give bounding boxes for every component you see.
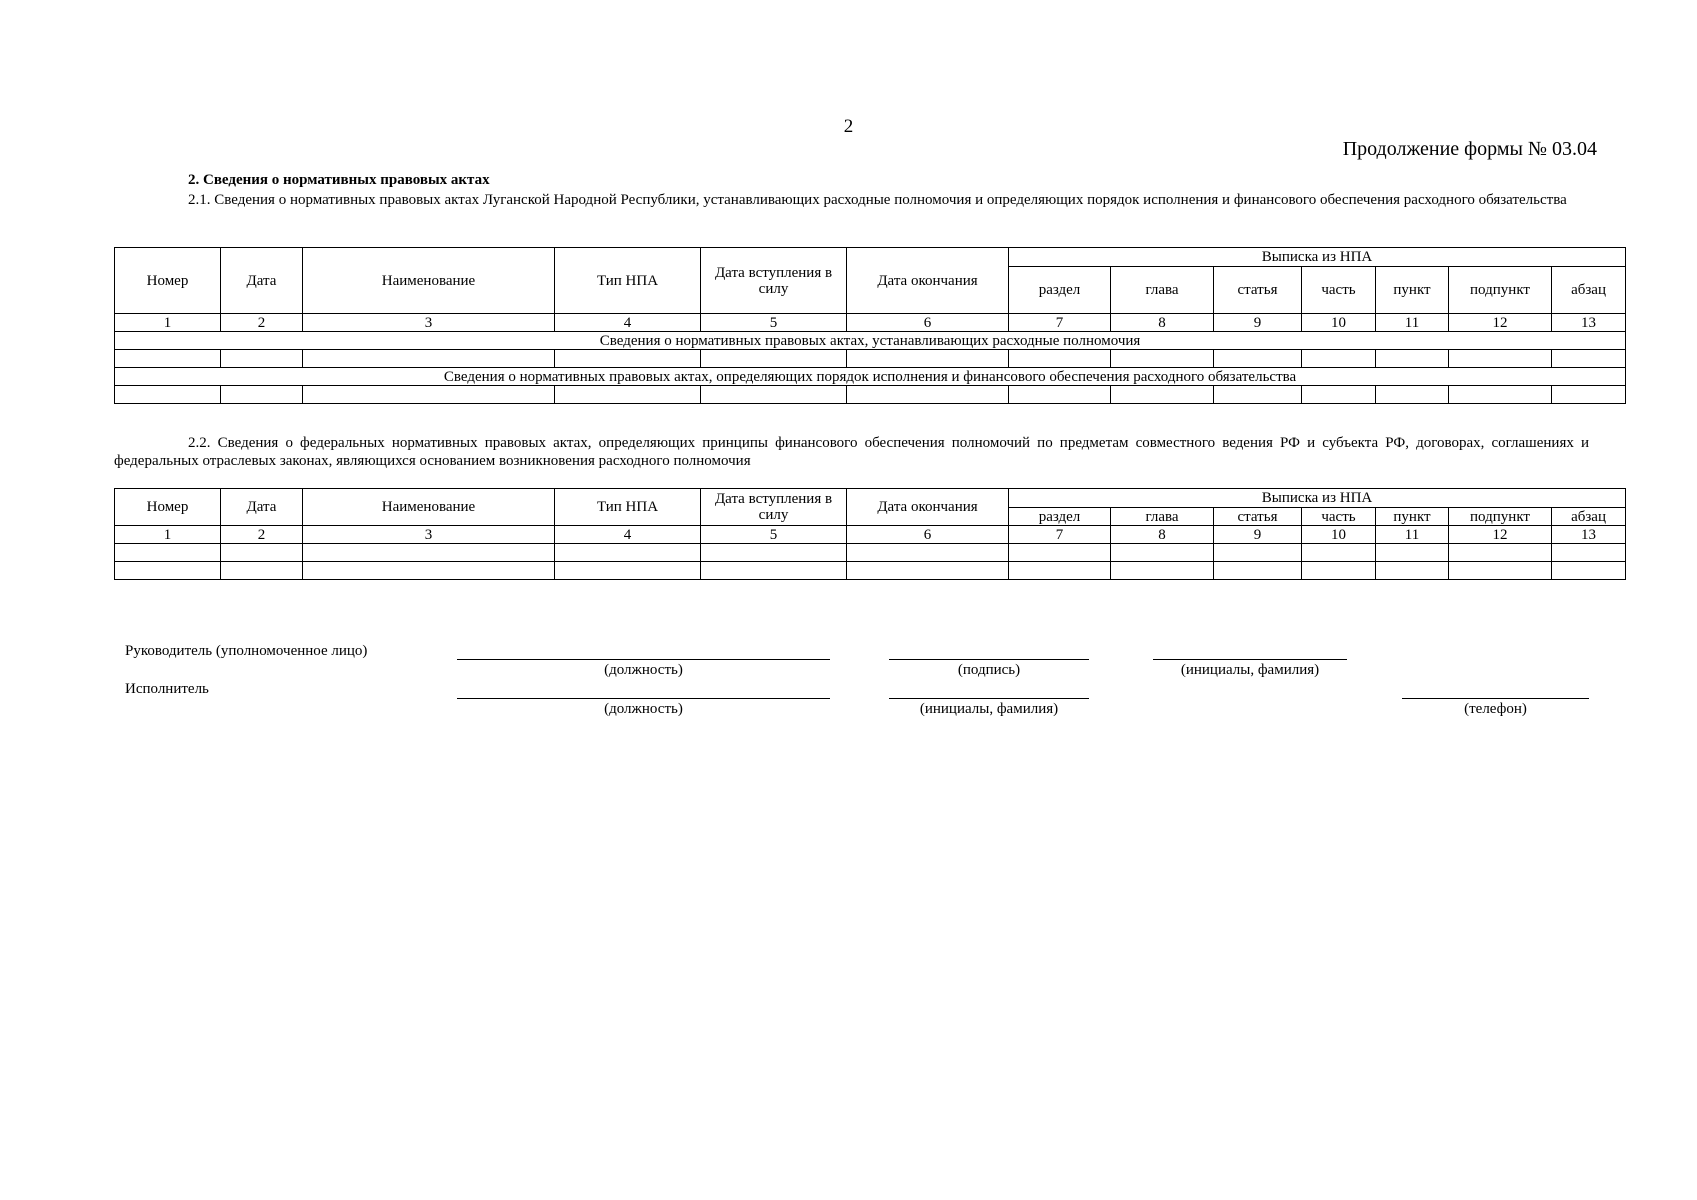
- header-clause: пункт: [1376, 508, 1449, 526]
- table-cell[interactable]: [1376, 562, 1449, 580]
- table-cell[interactable]: [303, 562, 555, 580]
- table-cell[interactable]: [1552, 544, 1626, 562]
- header-effective-date: Дата вступления в силу: [701, 489, 847, 526]
- table-cell[interactable]: [115, 386, 221, 404]
- header-number: Номер: [115, 489, 221, 526]
- column-number: 4: [555, 314, 701, 332]
- table-cell[interactable]: [1111, 350, 1214, 368]
- paragraph-2-1: 2.1. Сведения о нормативных правовых актах Луганской Народной Республики, устанавливающих расходные полномочия и определяющих порядок исполнения и финансового обеспечения расходного обязательства: [188, 192, 1567, 208]
- column-number: 8: [1111, 314, 1214, 332]
- column-number: 10: [1302, 314, 1376, 332]
- column-number: 9: [1214, 314, 1302, 332]
- table-cell[interactable]: [1214, 350, 1302, 368]
- table-cell[interactable]: [1449, 350, 1552, 368]
- executor-phone-line[interactable]: [1402, 698, 1589, 699]
- header-type: Тип НПА: [555, 489, 701, 526]
- column-number: 4: [555, 526, 701, 544]
- header-subclause: подпункт: [1449, 267, 1552, 314]
- executor-initials-caption: (инициалы, фамилия): [919, 701, 1059, 717]
- head-label: Руководитель (уполномоченное лицо): [125, 643, 368, 659]
- column-number: 1: [115, 526, 221, 544]
- header-section: раздел: [1009, 508, 1111, 526]
- section-title: 2. Сведения о нормативных правовых актах: [188, 172, 490, 188]
- table-cell[interactable]: [1009, 544, 1111, 562]
- header-section: раздел: [1009, 267, 1111, 314]
- table-cell[interactable]: [1552, 562, 1626, 580]
- column-number-row: [115, 314, 1626, 332]
- table-cell[interactable]: [701, 386, 847, 404]
- executor-position-line[interactable]: [457, 698, 830, 699]
- table-cell[interactable]: [1111, 544, 1214, 562]
- table-cell[interactable]: [555, 386, 701, 404]
- table-cell[interactable]: [1449, 544, 1552, 562]
- column-number: 10: [1302, 526, 1376, 544]
- table-cell[interactable]: [1214, 386, 1302, 404]
- group-row-powers: Сведения о нормативных правовых актах, устанавливающих расходные полномочия: [115, 332, 1626, 350]
- column-number-row: [115, 526, 1626, 544]
- table-cell[interactable]: [221, 350, 303, 368]
- column-number: 2: [221, 314, 303, 332]
- table-cell[interactable]: [1111, 386, 1214, 404]
- table-row: [115, 350, 1626, 368]
- table-cell[interactable]: [115, 562, 221, 580]
- page-number: 2: [843, 116, 854, 137]
- head-initials-line[interactable]: [1153, 659, 1347, 660]
- head-initials-caption: (инициалы, фамилия): [1180, 662, 1320, 678]
- table-cell[interactable]: [701, 350, 847, 368]
- column-number: 9: [1214, 526, 1302, 544]
- table-cell[interactable]: [847, 386, 1009, 404]
- header-end-date: Дата окончания: [847, 489, 1009, 526]
- header-name: Наименование: [303, 489, 555, 526]
- column-number: 13: [1552, 526, 1626, 544]
- group-row-execution: Сведения о нормативных правовых актах, определяющих порядок исполнения и финансового обеспечения расходного обязательства: [115, 368, 1626, 386]
- npa-table-federal: [114, 488, 1626, 580]
- column-number: 11: [1376, 526, 1449, 544]
- header-article: статья: [1214, 267, 1302, 314]
- header-name: Наименование: [303, 248, 555, 314]
- table-cell[interactable]: [1302, 350, 1376, 368]
- header-part: часть: [1302, 508, 1376, 526]
- header-paragraph: абзац: [1552, 508, 1626, 526]
- column-number: 2: [221, 526, 303, 544]
- table-cell[interactable]: [847, 544, 1009, 562]
- column-number: 6: [847, 314, 1009, 332]
- table-cell[interactable]: [1111, 562, 1214, 580]
- header-number: Номер: [115, 248, 221, 314]
- header-end-date: Дата окончания: [847, 248, 1009, 314]
- table-cell[interactable]: [1302, 562, 1376, 580]
- head-signature-caption: (подпись): [957, 662, 1021, 678]
- table-cell[interactable]: [1376, 350, 1449, 368]
- table-cell[interactable]: [115, 350, 221, 368]
- executor-position-caption: (должность): [604, 701, 683, 717]
- head-signature-line[interactable]: [889, 659, 1089, 660]
- executor-initials-line[interactable]: [889, 698, 1089, 699]
- table-cell[interactable]: [1009, 562, 1111, 580]
- header-chapter: глава: [1111, 508, 1214, 526]
- table-cell[interactable]: [1302, 386, 1376, 404]
- header-paragraph: абзац: [1552, 267, 1626, 314]
- column-number: 13: [1552, 314, 1626, 332]
- table-cell[interactable]: [555, 350, 701, 368]
- head-position-line[interactable]: [457, 659, 830, 660]
- header-date: Дата: [221, 248, 303, 314]
- table-row: [115, 562, 1626, 580]
- header-part: часть: [1302, 267, 1376, 314]
- table-cell[interactable]: [1009, 350, 1111, 368]
- form-continuation-title: Продолжение формы № 03.04: [1342, 138, 1597, 160]
- table-cell[interactable]: [115, 544, 221, 562]
- header-chapter: глава: [1111, 267, 1214, 314]
- table-cell[interactable]: [1376, 386, 1449, 404]
- table-cell[interactable]: [847, 350, 1009, 368]
- table-cell[interactable]: [555, 544, 701, 562]
- header-extract: Выписка из НПА: [1009, 248, 1626, 267]
- npa-table-regional: [114, 247, 1626, 404]
- column-number: 11: [1376, 314, 1449, 332]
- column-number: 8: [1111, 526, 1214, 544]
- table-cell[interactable]: [221, 562, 303, 580]
- head-position-caption: (должность): [604, 662, 683, 678]
- table-row: [115, 544, 1626, 562]
- table-cell[interactable]: [1214, 562, 1302, 580]
- header-article: статья: [1214, 508, 1302, 526]
- table-cell[interactable]: [1302, 544, 1376, 562]
- table-cell[interactable]: [303, 386, 555, 404]
- column-number: 3: [303, 314, 555, 332]
- column-number: 1: [115, 314, 221, 332]
- executor-phone-caption: (телефон): [1464, 701, 1527, 717]
- table-cell[interactable]: [1552, 350, 1626, 368]
- column-number: 7: [1009, 526, 1111, 544]
- header-extract: Выписка из НПА: [1009, 489, 1626, 508]
- column-number: 5: [701, 314, 847, 332]
- table-cell[interactable]: [847, 562, 1009, 580]
- column-number: 3: [303, 526, 555, 544]
- header-clause: пункт: [1376, 267, 1449, 314]
- table-cell[interactable]: [701, 544, 847, 562]
- column-number: 6: [847, 526, 1009, 544]
- table-cell[interactable]: [1214, 544, 1302, 562]
- table-cell[interactable]: [1009, 386, 1111, 404]
- table-cell[interactable]: [303, 544, 555, 562]
- table-cell[interactable]: [1449, 386, 1552, 404]
- table-cell[interactable]: [1552, 386, 1626, 404]
- header-date: Дата: [221, 489, 303, 526]
- table-cell[interactable]: [303, 350, 555, 368]
- column-number: 12: [1449, 526, 1552, 544]
- header-type: Тип НПА: [555, 248, 701, 314]
- column-number: 7: [1009, 314, 1111, 332]
- table-cell[interactable]: [1376, 544, 1449, 562]
- header-effective-date: Дата вступления в силу: [701, 248, 847, 314]
- header-subclause: подпункт: [1449, 508, 1552, 526]
- column-number: 12: [1449, 314, 1552, 332]
- table-cell[interactable]: [555, 562, 701, 580]
- table-cell[interactable]: [701, 562, 847, 580]
- table-cell[interactable]: [1449, 562, 1552, 580]
- table-row: [115, 386, 1626, 404]
- paragraph-2-2: 2.2. Сведения о федеральных нормативных правовых актах, определяющих принципы финансового обеспечения полномочий по предметам совместного ведения РФ и субъекта РФ, договорах, соглашениях и федеральных отраслевых законах, являющихся основанием возникновения расходного полномочия: [114, 435, 1589, 469]
- table-cell[interactable]: [221, 386, 303, 404]
- table-cell[interactable]: [221, 544, 303, 562]
- executor-label: Исполнитель: [125, 681, 209, 697]
- column-number: 5: [701, 526, 847, 544]
